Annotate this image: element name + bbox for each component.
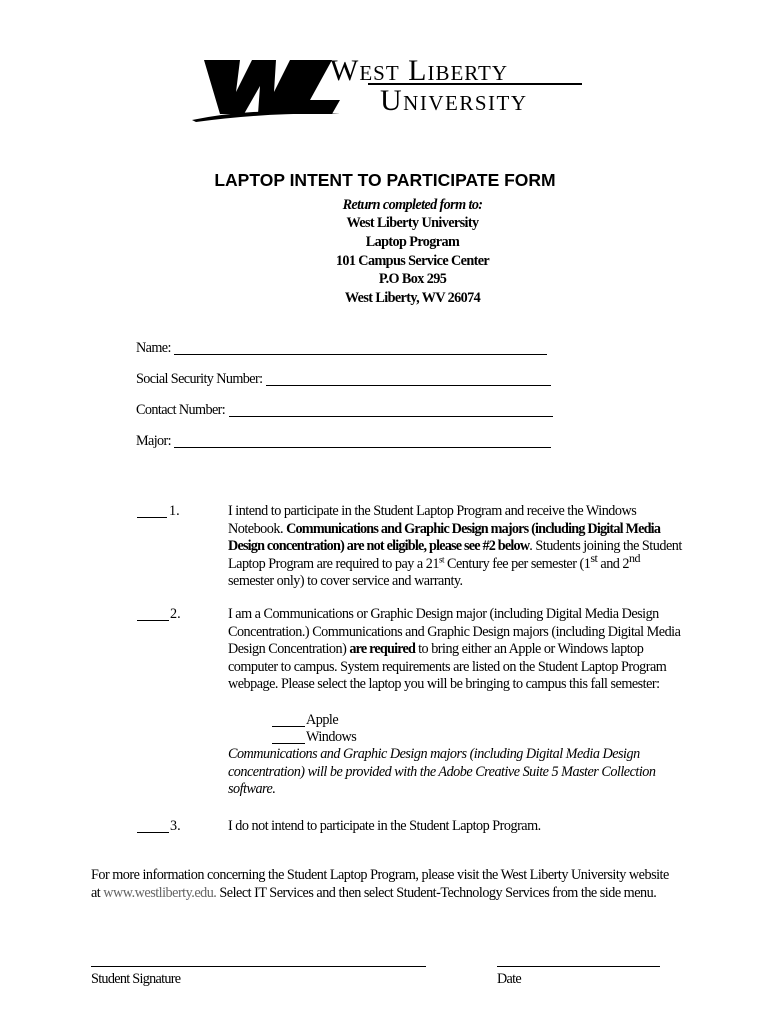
date-line[interactable]	[497, 966, 660, 967]
option2-blank[interactable]	[137, 620, 169, 621]
wordmark-line1: West Liberty	[330, 54, 509, 87]
ssn-field[interactable]	[266, 385, 551, 386]
option2-text: I am a Communications or Graphic Design major (including Digital Media Design Concentration.) Communications and Graphic Design majors (including Digital Media Design Concentration) are required to bring either an Apple or Windows laptop computer to campus. System requirements are listed on the Student Laptop Program webpage. Please select the laptop you will be bringing to campus this fall semester:	[228, 606, 681, 692]
option1-text: I intend to participate in the Student Laptop Program and receive the Windows Notebook. Communications and Graphic Design majors (including Digital Media Design concentration) are not eligible, please see #2 below. Students joining the Student Laptop Program are required to pay a 21st Century fee per semester (1st and 2nd semester only) to cover service and warranty.	[228, 503, 682, 589]
option1-number: 1.	[169, 503, 180, 519]
university-wordmark	[328, 54, 588, 114]
student-signature-label: Student Signature	[91, 971, 181, 987]
address-city: West Liberty, WV 26074	[344, 290, 481, 306]
form-title: LAPTOP INTENT TO PARTICIPATE FORM	[214, 170, 556, 190]
student-signature-line[interactable]	[91, 966, 426, 967]
address-street: 101 Campus Service Center	[335, 253, 490, 269]
date-label: Date	[497, 971, 521, 987]
apple-blank[interactable]	[272, 726, 305, 727]
address-university: West Liberty University	[346, 215, 479, 231]
ssn-label: Social Security Number:	[136, 371, 263, 387]
wl-logo-mark-icon	[190, 52, 350, 124]
more-info-paragraph: For more information concerning the Student Laptop Program, please visit the West Liberty University website at www.westliberty.edu. Select IT Services and then select Student-Technology Services from the side menu.	[91, 867, 669, 901]
major-label: Major:	[136, 433, 172, 449]
contact-field[interactable]	[229, 416, 553, 417]
windows-option-label: Windows	[306, 729, 357, 745]
option2-bold-note: are required	[349, 641, 416, 657]
option3-text: I do not intend to participate in the Student Laptop Program.	[228, 818, 541, 834]
major-field[interactable]	[174, 447, 551, 448]
address-program: Laptop Program	[365, 234, 460, 250]
return-label: Return completed form to:	[342, 197, 483, 213]
option1-blank[interactable]	[137, 517, 167, 518]
wordmark-line2: University	[380, 84, 528, 114]
option2-number: 2.	[170, 606, 181, 622]
website-link[interactable]: www.westliberty.edu.	[103, 885, 217, 901]
option2-software-note: Communications and Graphic Design majors (including Digital Media Design concentration) will be provided with the Adobe Creative Suite 5 Master Collection software.	[228, 746, 656, 797]
option1-bold-note: Communications and Graphic Design majors (including Digital Media Design concentration) are not eligible, please see #2 below	[228, 520, 661, 554]
option3-number: 3.	[170, 818, 181, 834]
contact-label: Contact Number:	[136, 402, 226, 418]
address-pobox: P.O Box 295	[378, 271, 447, 287]
name-field[interactable]	[174, 354, 547, 355]
windows-blank[interactable]	[272, 743, 305, 744]
name-label: Name:	[136, 340, 171, 356]
apple-option-label: Apple	[306, 712, 339, 728]
option3-blank[interactable]	[137, 832, 169, 833]
